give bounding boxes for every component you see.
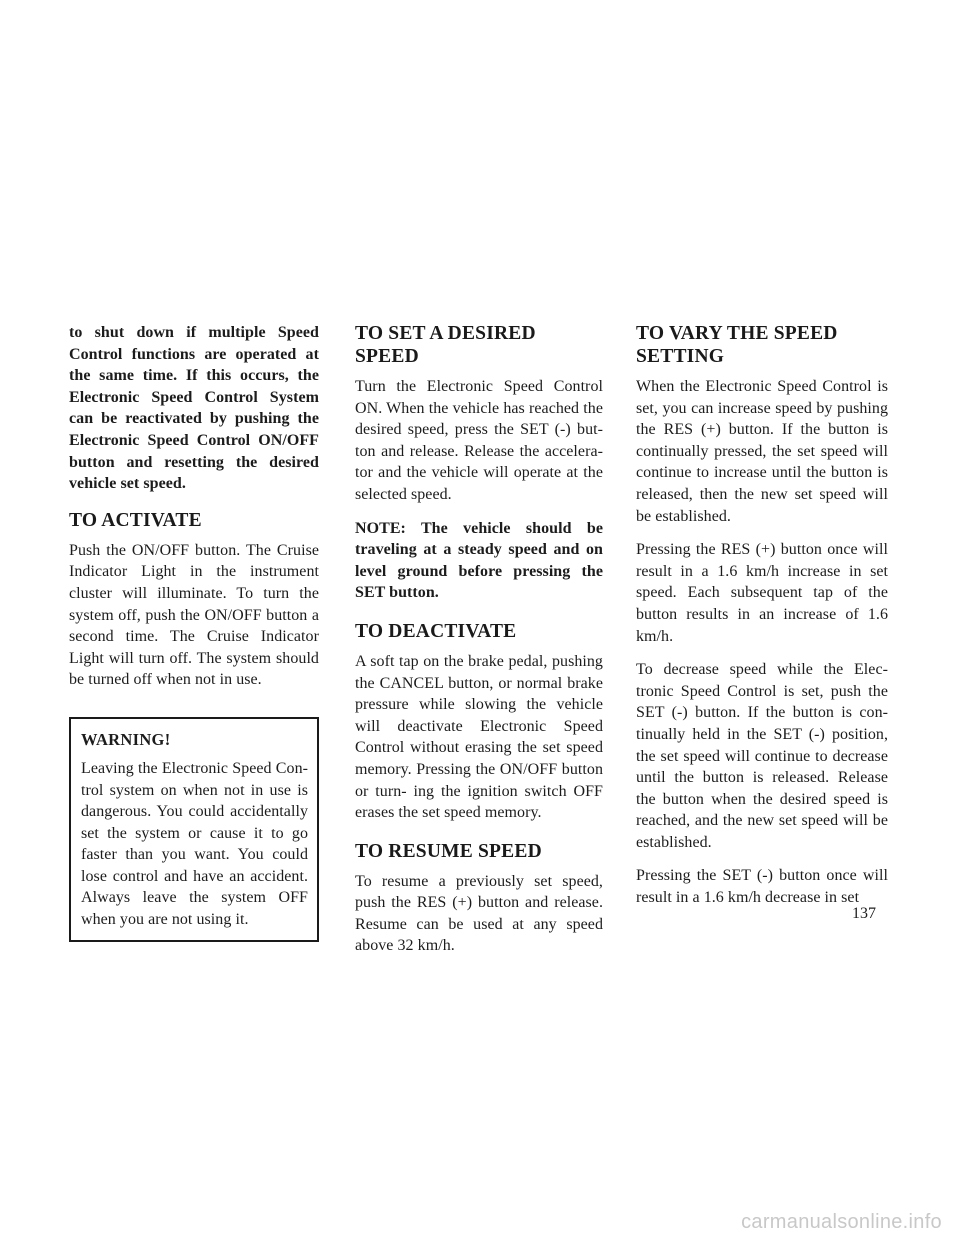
column-middle bbox=[355, 322, 603, 969]
heading-vary-speed: TO VARY THE SPEED SETTING bbox=[636, 323, 838, 367]
heading-to-deactivate: TO DEACTIVATE bbox=[355, 620, 517, 642]
warning-box bbox=[69, 717, 319, 942]
column-right bbox=[636, 322, 888, 921]
vary-paragraph-1: When the Electronic Speed Control is set, you can increase speed by pushing the RES (+) button. If the button is continually pressed, the set speed will continue to increase until the button is released, then the new set speed will be established. bbox=[636, 378, 888, 525]
heading-to-activate: TO ACTIVATE bbox=[69, 509, 202, 531]
warning-title: WARNING! bbox=[81, 729, 171, 749]
set-speed-paragraph: Turn the Electronic Speed Control ON. When the vehicle has reached the desired speed, press the SET (-) but- ton and release. Release the accelera- tor and the vehicle will operate at the selected speed. bbox=[355, 378, 603, 503]
vary-paragraph-2: Pressing the RES (+) button once will result in a 1.6 km/h increase in set speed. Each subsequent tap of the button results in an increase of 1.6 km/h. bbox=[636, 541, 888, 645]
note-paragraph: NOTE: The vehicle should be traveling at a steady speed and on level ground before pressing the SET button. bbox=[355, 519, 603, 602]
heading-set-desired-speed: TO SET A DESIRED SPEED bbox=[355, 323, 536, 367]
page-number: 137 bbox=[852, 905, 876, 922]
intro-bold-text: to shut down if multiple Speed Control functions are operated at the same time. If this occurs, the Electronic Speed Control System can be reactivated by pushing the Electronic Speed Control ON/OFF button and resetting the desired vehicle set speed. bbox=[69, 324, 319, 493]
watermark: carmanualsonline.info bbox=[741, 1211, 942, 1233]
heading-resume-speed: TO RESUME SPEED bbox=[355, 840, 542, 862]
resume-paragraph: To resume a previously set speed, push the RES (+) button and release. Resume can be used at any speed above 32 km/h. bbox=[355, 872, 603, 955]
warning-text: Leaving the Electronic Speed Con- trol system on when not in use is dangerous. You could accidentally set the system or cause it to go faster than you want. You could lose control and have an accident. Always leave the system OFF when you are not using it. bbox=[81, 759, 308, 929]
vary-paragraph-3: To decrease speed while the Elec- tronic Speed Control is set, push the SET (-) button. If the button is con- tinually held in the SET (-) position, the set speed will continue to decrease until the button is released. Release the button when the desired speed is reached, and the new set speed will be established. bbox=[636, 661, 888, 851]
vary-paragraph-4: Pressing the SET (-) button once will result in a 1.6 km/h decrease in set bbox=[636, 867, 888, 907]
deactivate-paragraph: A soft tap on the brake pedal, pushing the CANCEL button, or normal brake pressure while slowing the vehicle will deactivate Electronic Speed Control without erasing the set speed memory. Pressing the ON/OFF button or turn- ing the ignition switch OFF erases the set speed memory. bbox=[355, 652, 603, 822]
column-left bbox=[69, 322, 319, 942]
activate-paragraph: Push the ON/OFF button. The Cruise Indicator Light in the instrument cluster will illuminate. To turn the system off, push the ON/OFF button a second time. The Cruise Indicator Light will turn off. The system should be turned off when not in use. bbox=[69, 541, 319, 689]
